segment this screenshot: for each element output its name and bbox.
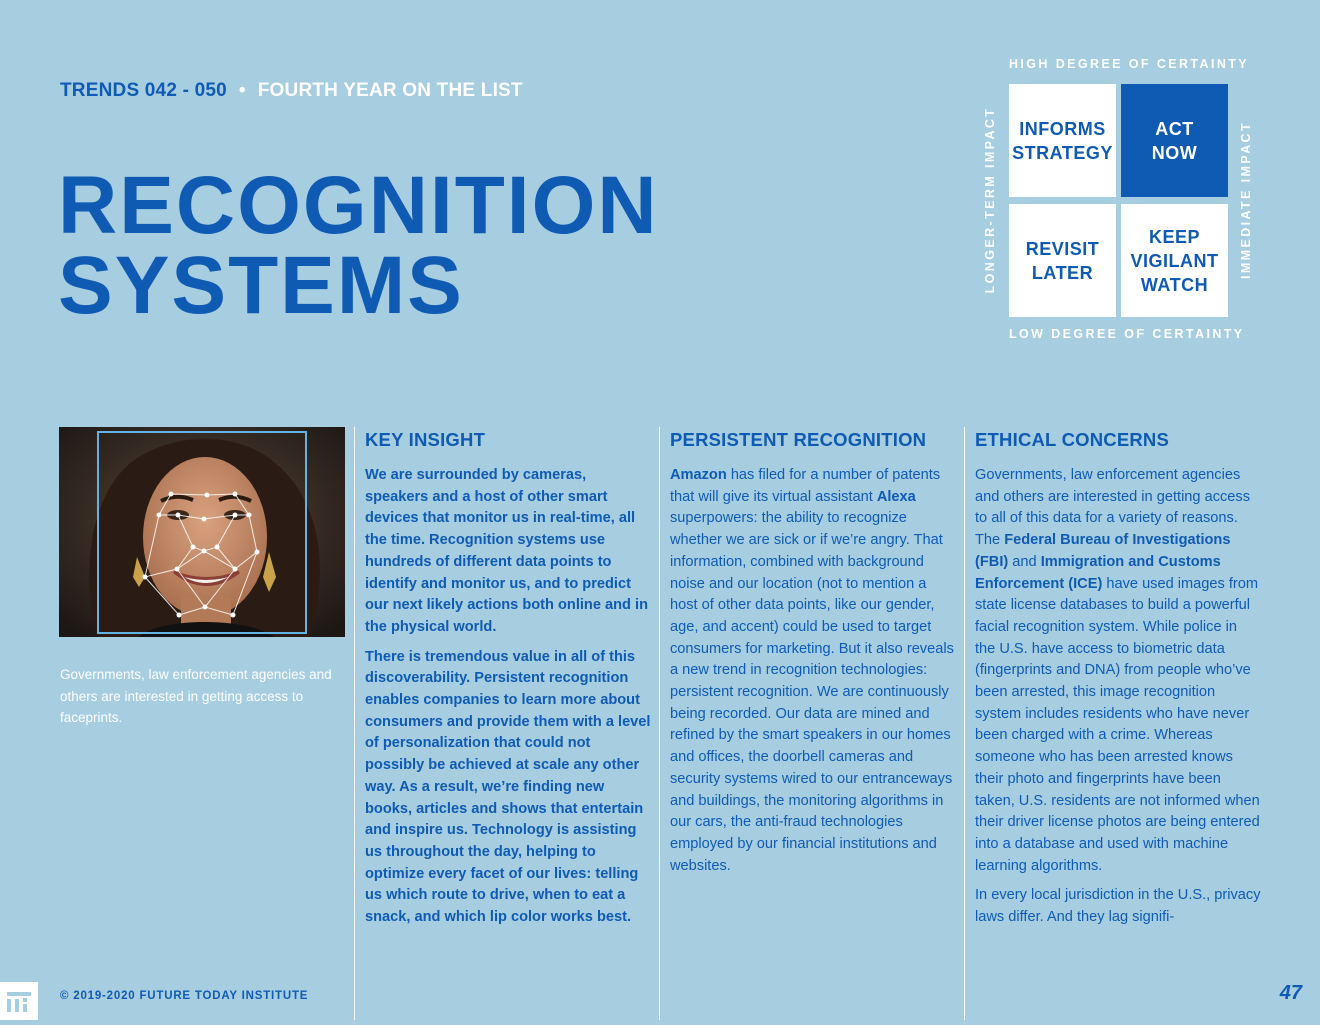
photo-caption: Governments, law enforcement agencies and others are interested in getting access to faceprints. bbox=[60, 667, 332, 725]
ethical-concerns-paragraph-1: Governments, law enforcement agencies and others are interested in getting access to all of this data for a variety of reasons. The Federal Bureau of Investigations (FBI) and Immigration and Customs Enforcement (ICE) have used images from state license databases to build a powerful facial recognition system. While police in the U.S. have access to biometric data (fingerprints and DNA) from people who’ve been arrested, this image recognition system includes residents who have never been charged with a crime. Whereas someone who has been arrested knows their photo and fingerprints have been taken, U.S. residents are not informed when their driver license photos are being entered into a database and used with machine learning algorithms. bbox=[975, 467, 1260, 874]
persistent-recognition-heading: PERSISTENT RECOGNITION bbox=[670, 429, 927, 450]
key-insight-column bbox=[365, 428, 651, 937]
trend-header bbox=[60, 80, 523, 102]
title-line-2: SYSTEMS bbox=[58, 240, 464, 331]
matrix-cell-keep-vigilant-watch: KEEP VIGILANT WATCH bbox=[1121, 204, 1228, 317]
ethical-concerns-heading: ETHICAL CONCERNS bbox=[975, 429, 1170, 450]
matrix-bottom-label: LOW DEGREE OF CERTAINTY bbox=[1009, 327, 1245, 341]
matrix-left-label: LONGER-TERM IMPACT bbox=[983, 106, 997, 294]
alexa-bold: Alexa bbox=[876, 488, 916, 505]
matrix-cell-revisit-later: REVISIT LATER bbox=[1009, 204, 1116, 317]
title-line-1: RECOGNITION bbox=[58, 160, 659, 251]
fti-logo bbox=[0, 982, 38, 1020]
key-insight-paragraph-1: We are surrounded by cameras, speakers and a host of other smart devices that monitor us in real-time, all the time. Recognition systems use hundreds of different data points to identify and monitor us, and to predict our next likely actions both online and in the physical world. bbox=[365, 467, 648, 635]
header-separator: • bbox=[238, 80, 246, 101]
face-illustration bbox=[59, 427, 345, 637]
persistent-recognition-column bbox=[670, 428, 956, 885]
ethical-concerns-column bbox=[975, 428, 1261, 937]
fbi-bold: Federal Bureau of Investigations (FBI) bbox=[975, 532, 1231, 570]
trend-range: TRENDS 042 - 050 bbox=[60, 80, 227, 101]
matrix-top-label: HIGH DEGREE OF CERTAINTY bbox=[1009, 57, 1250, 71]
matrix-right-label: IMMEDIATE IMPACT bbox=[1239, 120, 1253, 280]
column-divider-2 bbox=[659, 427, 660, 1020]
ethical-concerns-paragraph-2: In every local jurisdiction in the U.S., privacy laws differ. And they lag signifi- bbox=[975, 887, 1261, 926]
key-insight-heading: KEY INSIGHT bbox=[365, 429, 486, 450]
fti-logo-icon bbox=[0, 982, 38, 1020]
face-recognition-photo bbox=[59, 427, 345, 637]
amazon-bold: Amazon bbox=[670, 467, 727, 483]
key-insight-paragraph-2: There is tremendous value in all of this discoverability. Persistent recognition enables companies to learn more about consumers and provide them with a level of personalization that could not possibly be achieved at scale any other way. As a result, we’re finding new books, articles and shows that entertain and inspire us. Technology is assisting us throughout the day, helping to optimize every facet of our lives: telling us which route to drive, when to eat a snack, and which lip color works best. bbox=[365, 648, 651, 926]
column-divider-3 bbox=[964, 427, 965, 1020]
list-status: FOURTH YEAR ON THE LIST bbox=[257, 80, 523, 101]
matrix-cell-act-now: ACT NOW bbox=[1121, 84, 1228, 197]
matrix-cell-informs-strategy: INFORMS STRATEGY bbox=[1009, 84, 1116, 197]
persistent-recognition-paragraph: Amazon has filed for a number of patents that will give its virtual assistant Alexa superpowers: the ability to recognize whether we are sick or if we’re angry. That information, combined with background noise and our location (not to mention a host of other data points, like our gender, age, and accent) could be used to target consumers for marketing. But it also reveals a new trend in recognition technologies: persistent recognition. We are continuously being recorded. Our data are mined and refined by the smart speakers in our homes and offices, the doorbell cameras and security systems wired to our entranceways and buildings, the monitoring algorithms in our cars, the anti-fraud technologies employed by our financial institutions and websites. bbox=[670, 467, 954, 874]
ice-bold: Immigration and Customs Enforcement (ICE) bbox=[975, 553, 1221, 592]
page-number: 47 bbox=[1279, 982, 1302, 1004]
page-title bbox=[58, 160, 659, 331]
copyright: © 2019-2020 FUTURE TODAY INSTITUTE bbox=[60, 990, 309, 1002]
column-divider-1 bbox=[354, 427, 355, 1020]
